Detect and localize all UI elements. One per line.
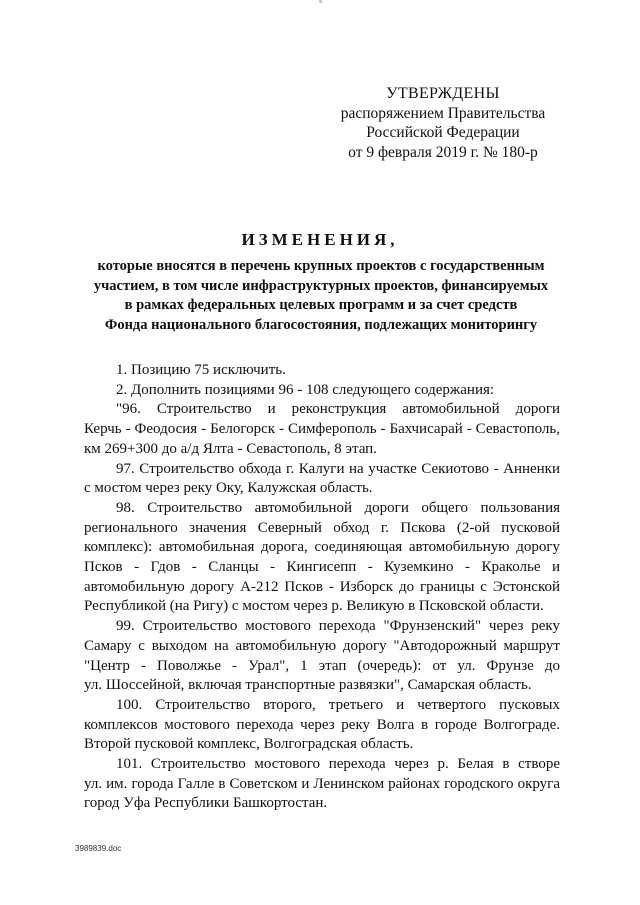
body-line: 2. Дополнить позициями 96 - 108 следующего содержания: (116, 381, 495, 398)
approval-line: от 9 февраля 2019 г. № 180-р (348, 143, 538, 161)
body-line: город Уфа Республики Башкортостан. (84, 795, 328, 812)
body-line: автомобильную дорогу А-212 Псков - Изборск до границы с Эстонской (84, 578, 560, 595)
body-line: ул. им. города Галле в Советском и Ленинском районах городского округа (84, 775, 560, 792)
body-line: Второй пусковой комплекс, Волгоградская область. (84, 736, 414, 753)
body-line: км 269+300 до а/д Ялта - Севастополь, 8 этап. (84, 440, 377, 457)
body-line: ул. Шоссейной, включая транспортные развязки", Самарская область. (84, 677, 532, 694)
file-reference: 3989839.doc (75, 844, 122, 853)
subtitle-line: которые вносятся в перечень крупных проектов с государственным (97, 258, 545, 274)
document-title: ИЗМЕНЕНИЯ, (241, 230, 399, 249)
body-line: 97. Строительство обхода г. Калуги на участке Секиотово - Анненки (116, 460, 560, 477)
subtitle-line: в рамках федеральных целевых программ и за счет средств (124, 297, 518, 313)
body-line: с мостом через реку Оку, Калужская область. (84, 480, 373, 497)
body-line: "Центр - Поволжье - Урал", 1 этап (очередь): от ул. Фрунзе до (84, 657, 560, 674)
body-line: комплексов мостового перехода через реку Волга в городе Волгограде. (84, 716, 560, 733)
approval-title: УТВЕРЖДЕНЫ (386, 85, 500, 102)
body-line: регионального значения Северный обход г. Пскова (2-ой пусковой (84, 519, 560, 536)
body-line: Керчь - Феодосия - Белогорск - Симферополь - Бахчисарай - Севастополь, (84, 421, 560, 438)
page-top-mark (319, 0, 322, 3)
body-line: 98. Строительство автомобильной дороги общего пользования (116, 499, 560, 516)
body-line: 1. Позицию 75 исключить. (116, 362, 286, 378)
body-line: 100. Строительство второго, третьего и четвертого пусковых (116, 696, 560, 713)
approval-block (330, 84, 556, 162)
approval-line: Российской Федерации (366, 124, 520, 141)
body-line: 99. Строительство мостового перехода "Фрунзенский" через реку (116, 618, 560, 635)
document-body (84, 361, 560, 814)
body-line: Псков - Гдов - Сланцы - Кингисепп - Куземкино - Краколье и (84, 559, 560, 576)
approval-line: распоряжением Правительства (340, 104, 546, 122)
body-line: 101. Строительство мостового перехода через р. Белая в створе (116, 756, 560, 773)
body-line: Самару с выходом на автомобильную дорогу "Автодорожный маршрут (84, 637, 560, 654)
body-line: "96. Строительство и реконструкция автомобильной дороги (116, 401, 560, 418)
subtitle-line: участием, в том числе инфраструктурных проектов, финансируемых (93, 277, 549, 294)
document-subtitle (64, 257, 578, 335)
subtitle-line: Фонда национального благосостояния, подлежащих мониторингу (104, 316, 538, 333)
body-line: Республикой (на Ригу) с мостом через р. Великую в Псковской области. (84, 598, 544, 615)
body-line: комплекс): автомобильная дорога, соединяющая автомобильную дорогу (84, 539, 560, 556)
